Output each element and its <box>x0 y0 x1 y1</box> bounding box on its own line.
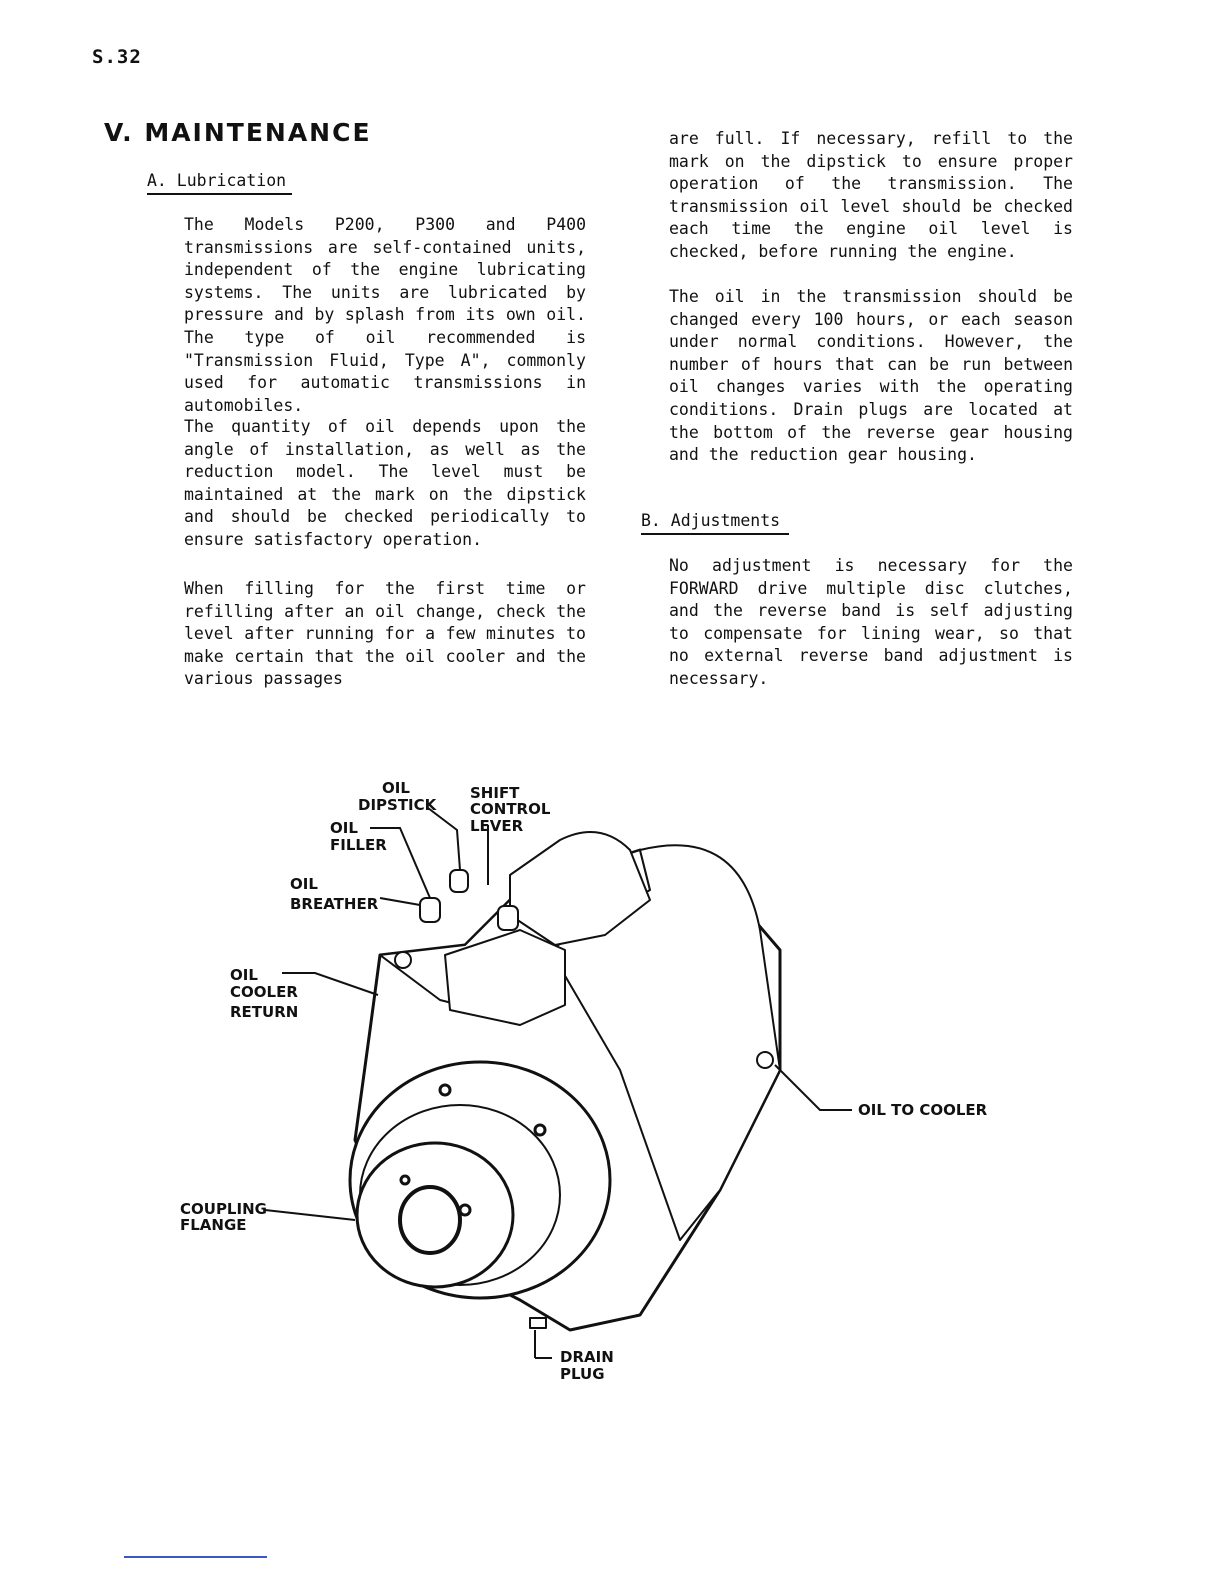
oil-dipstick-cap <box>450 870 468 892</box>
cooler-return-port <box>395 952 411 968</box>
label-oil-breather-line2: BREATHER <box>290 895 379 913</box>
label-cooler-return-line2: COOLER <box>230 983 298 1001</box>
flange-bolt <box>401 1176 409 1184</box>
label-drain-line1: DRAIN <box>560 1348 614 1366</box>
lubrication-paragraph-2: The quantity of oil depends upon the angle of installation, as well as the reduction model. The level must be maintained at the mark on the dipstick and should be checked periodically to ensure satisfactory operation. <box>184 417 586 549</box>
oil-to-cooler-port <box>757 1052 773 1068</box>
oil-filler-cap <box>420 898 440 922</box>
lubrication-paragraph-3-continued: are full. If necessary, refill to the mark on the dipstick to ensure proper operation of the transmission. The transmission oil level should be checked each time the engine oil level is checked, before running the engine. <box>669 129 1073 261</box>
label-drain-line2: PLUG <box>560 1365 605 1383</box>
transmission-drawing <box>180 770 1020 1400</box>
label-oil-dipstick-line1: OIL <box>382 779 410 797</box>
label-coupling-line2: FLANGE <box>180 1216 247 1234</box>
adjustments-heading: B. Adjustments <box>641 511 789 535</box>
label-oil-filler-line1: OIL <box>330 819 358 837</box>
flange-bolt <box>460 1205 470 1215</box>
label-oil-dipstick-line2: DIPSTICK <box>358 796 437 814</box>
drain-plug <box>530 1318 546 1328</box>
label-oil-filler-line2: FILLER <box>330 836 387 854</box>
oil-breather-cap <box>498 906 518 930</box>
label-oil-to-cooler: OIL TO COOLER <box>858 1101 988 1119</box>
lubrication-paragraph-1: The Models P200, P300 and P400 transmissions are self-contained units, independent of the engine lubricating systems. The units are lubricated by pressure and by splash from its own oil. The type of oil recommended is "Transmission Fluid, Type A", commonly used for automatic transmissions in automobiles. <box>184 215 586 415</box>
lubrication-heading: A. Lubrication <box>147 171 292 195</box>
page-number: S.32 <box>92 46 142 68</box>
label-shift-line3: LEVER <box>470 817 524 835</box>
label-cooler-return-line3: RETURN <box>230 1003 299 1021</box>
label-oil-breather-line1: OIL <box>290 875 318 893</box>
label-shift-line1: SHIFT <box>470 784 520 802</box>
transmission-figure <box>180 770 1020 1400</box>
flange-bolt <box>440 1085 450 1095</box>
label-shift-line2: CONTROL <box>470 800 551 818</box>
footer-rule <box>124 1556 267 1558</box>
lubrication-paragraph-4: The oil in the transmission should be changed every 100 hours, or each season under normal conditions. However, the number of hours that can be run between oil changes varies with the operating conditions. Drain plugs are located at the bottom of the reverse gear housing and the reduction gear housing. <box>669 287 1073 465</box>
label-coupling-line1: COUPLING <box>180 1200 267 1218</box>
section-title: V. MAINTENANCE <box>104 118 372 147</box>
label-cooler-return-line1: OIL <box>230 966 258 984</box>
adjustments-paragraph: No adjustment is necessary for the FORWARD drive multiple disc clutches, and the reverse band is self adjusting to compensate for lining wear, so that no external reverse band adjustment is necessary. <box>669 556 1073 688</box>
coupling-flange-bore <box>400 1187 460 1253</box>
lubrication-paragraph-3: When filling for the first time or refilling after an oil change, check the level after running for a few minutes to make certain that the oil cooler and the various passages <box>184 579 586 689</box>
flange-bolt <box>535 1125 545 1135</box>
